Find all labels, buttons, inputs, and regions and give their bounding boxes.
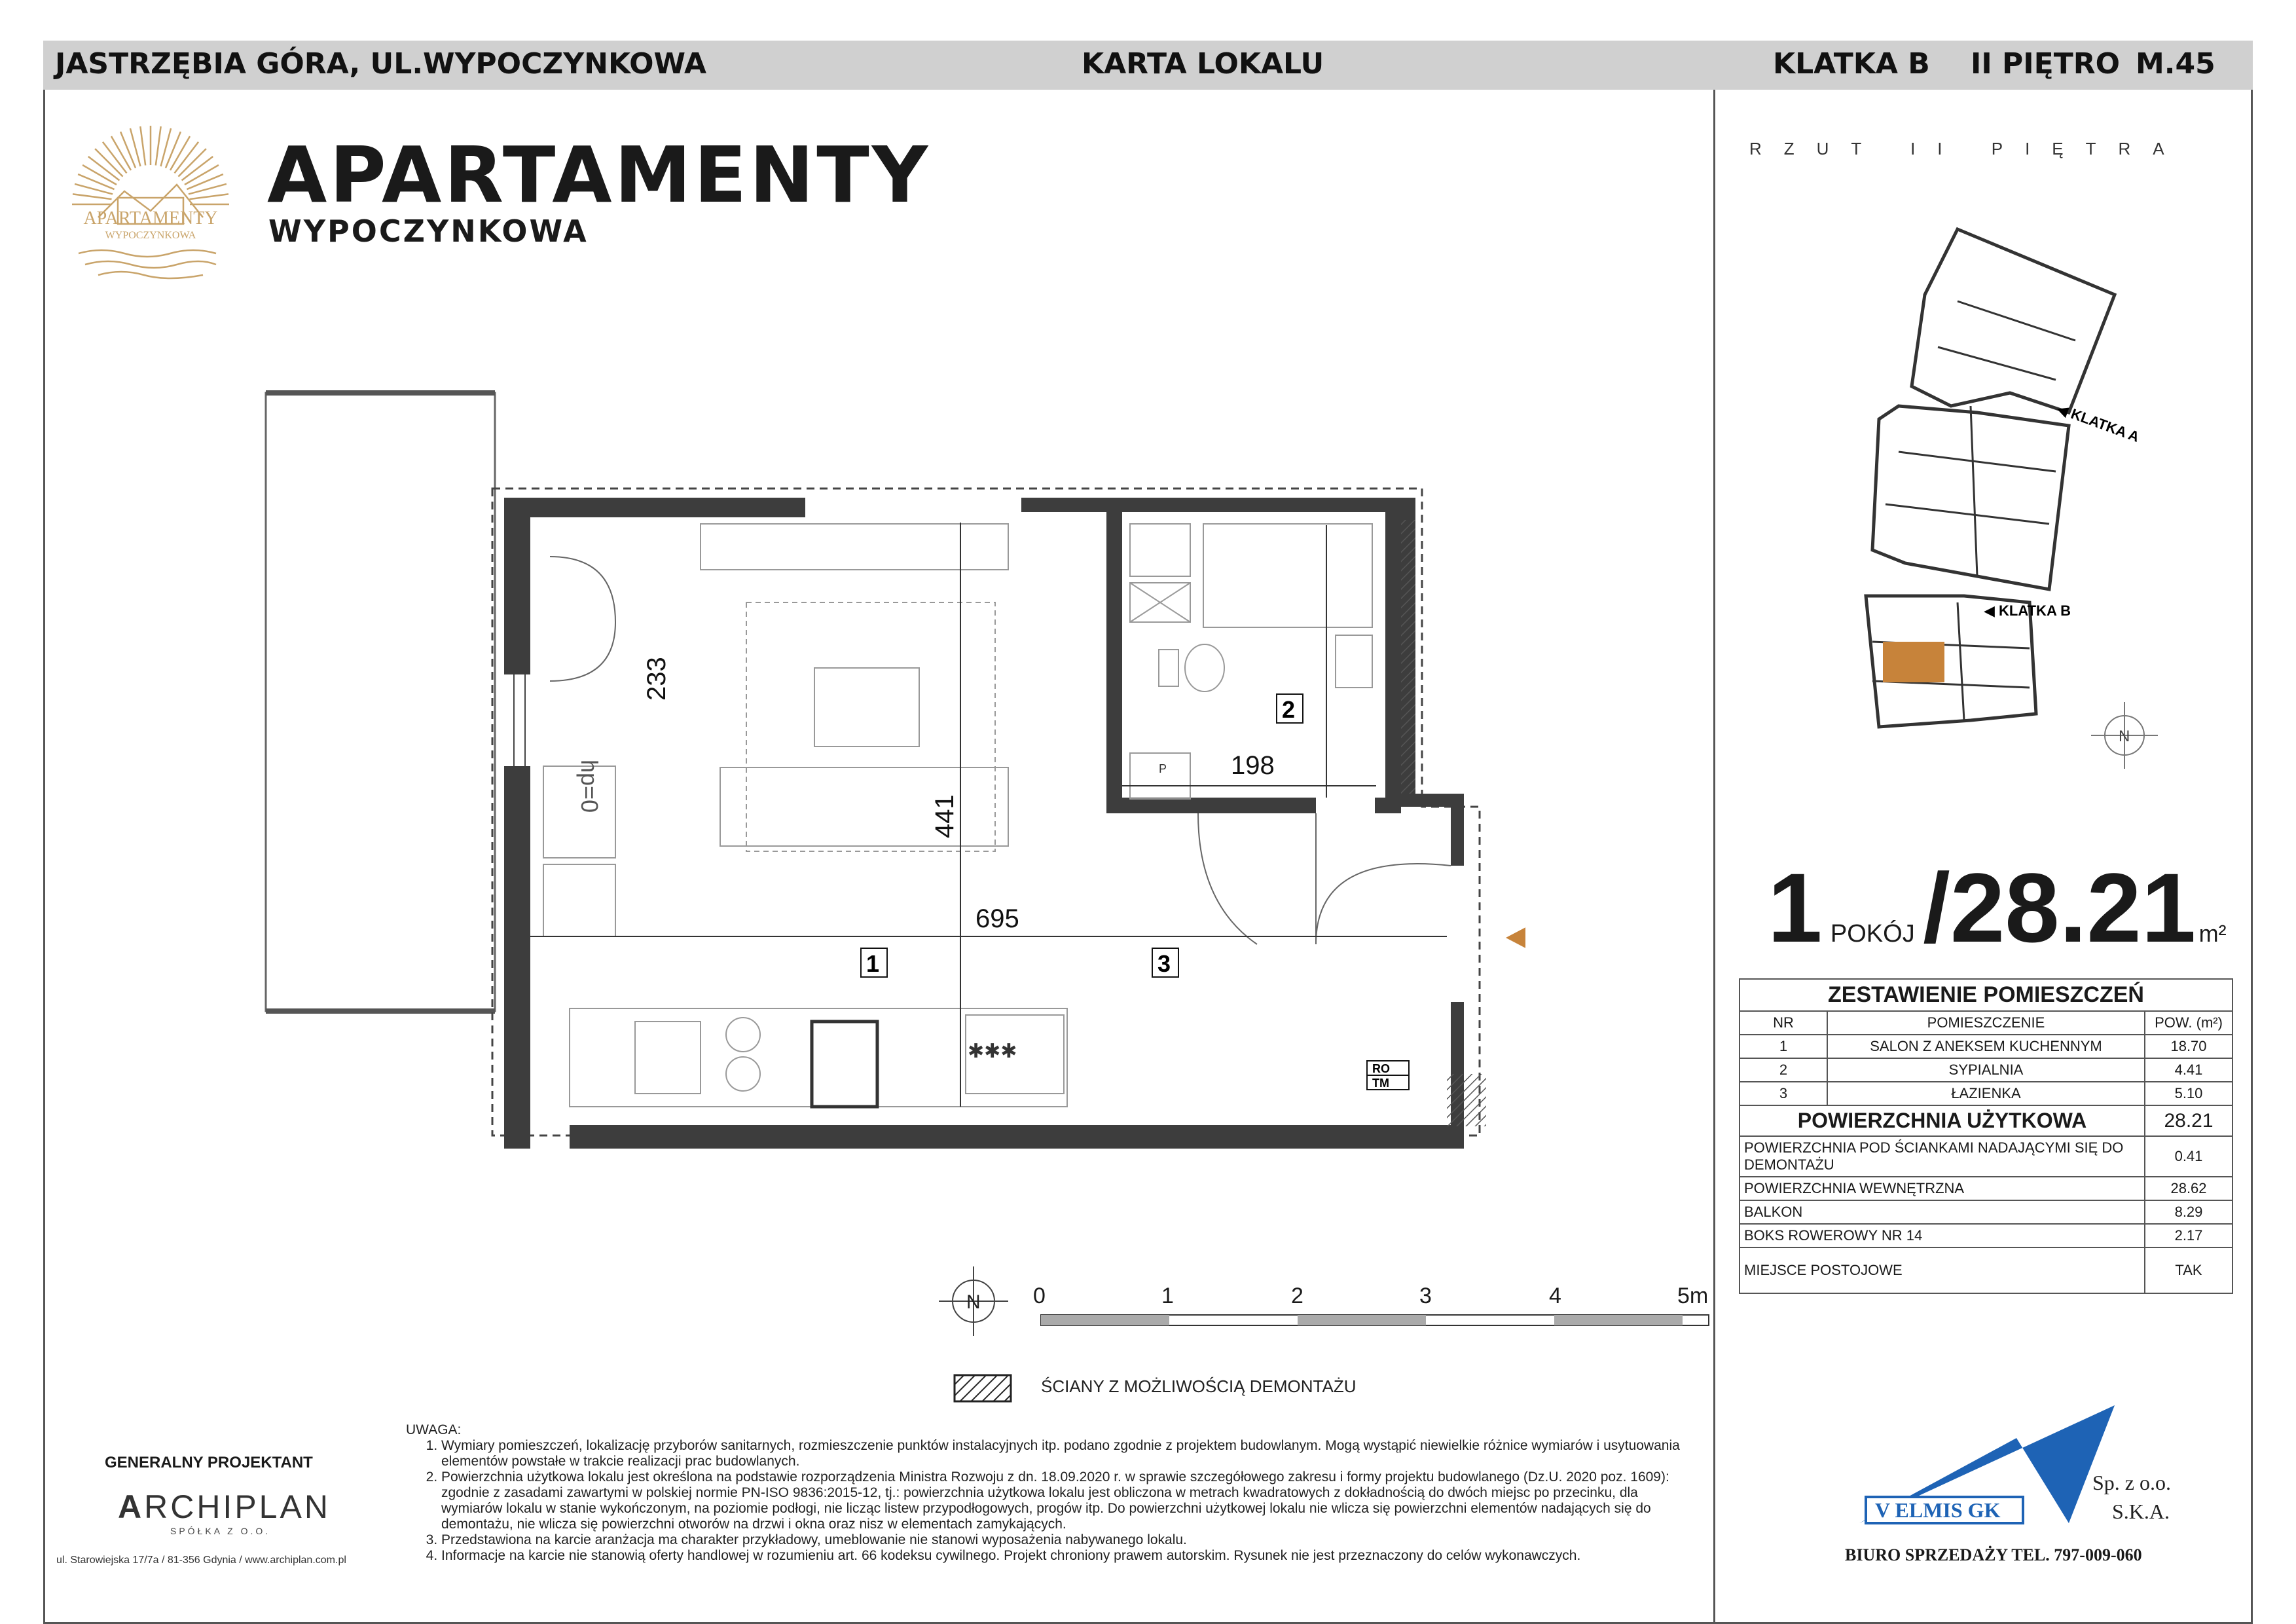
scale-tick-1: 1 bbox=[1161, 1283, 1174, 1308]
room-area: 5.10 bbox=[2145, 1082, 2232, 1105]
summary-title: ZESTAWIENIE POMIESZCZEŃ bbox=[1740, 979, 2232, 1011]
scale-tick-0: 0 bbox=[1033, 1283, 1046, 1308]
rooms-count: 1 bbox=[1768, 853, 1823, 963]
col-nr-header: NR bbox=[1740, 1011, 1827, 1035]
scale-bar bbox=[1038, 1282, 1719, 1335]
table-row bbox=[1740, 1177, 2232, 1200]
brand-subtitle: WYPOCZYNKOWA bbox=[268, 213, 589, 249]
sales-phone: BIURO SPRZEDAŻY TEL. 797-009-060 bbox=[1845, 1545, 2142, 1564]
designer-logo bbox=[118, 1488, 331, 1526]
room-nr: 2 bbox=[1740, 1058, 1827, 1082]
scale-tick-3: 3 bbox=[1419, 1283, 1432, 1308]
extra-value: 0.41 bbox=[2145, 1136, 2232, 1177]
table-row bbox=[1740, 1136, 2232, 1177]
usable-area-value: 28.21 bbox=[2145, 1105, 2232, 1136]
col-area-header: POW. (m²) bbox=[2145, 1011, 2232, 1035]
panel-divider bbox=[1713, 90, 1715, 1624]
rooms-summary-table bbox=[1739, 978, 2233, 1294]
developer-suffix-2: S.K.A. bbox=[2112, 1500, 2170, 1523]
brand-logo bbox=[52, 119, 249, 289]
header-floor: II PIĘTRO bbox=[1971, 47, 2121, 81]
room-2-number: 2 bbox=[1282, 696, 1296, 723]
table-row bbox=[1740, 1035, 2232, 1058]
area-headline bbox=[1768, 851, 2227, 965]
logo-ray bbox=[140, 126, 145, 165]
rooms-label: POKÓJ bbox=[1830, 920, 1915, 948]
notes-section bbox=[406, 1422, 1683, 1564]
klatka-b-label: ◀ KLATKA B bbox=[1984, 602, 2071, 619]
designer-tagline: SPÓŁKA Z O.O. bbox=[170, 1526, 271, 1536]
north-compass-icon bbox=[938, 1265, 1010, 1337]
extra-value: 8.29 bbox=[2145, 1200, 2232, 1224]
klatka-a-label: ◀ KLATKA A bbox=[2054, 400, 2142, 445]
room-name: SYPIALNIA bbox=[1827, 1058, 2145, 1082]
dim-room-height: 441 bbox=[930, 794, 959, 838]
scale-tick-4: 4 bbox=[1549, 1283, 1561, 1308]
table-row bbox=[1740, 1058, 2232, 1082]
logo-ray bbox=[189, 194, 228, 199]
extra-label: POWIERZCHNIA POD ŚCIANKAMI NADAJĄCYMI SIĘ DO DEMONTAŻU bbox=[1740, 1136, 2145, 1177]
dim-bath-width: 198 bbox=[1231, 751, 1275, 780]
brand-title: APARTAMENTY bbox=[267, 130, 931, 220]
dim-bath-height: 233 bbox=[642, 657, 671, 701]
overview-compass-icon bbox=[2088, 699, 2160, 771]
developer-name: V ELMIS GK bbox=[1875, 1498, 2001, 1522]
table-row bbox=[1740, 1224, 2232, 1247]
extra-value: 2.17 bbox=[2145, 1224, 2232, 1247]
note-item: 1. Wymiary pomieszczeń, lokalizację przyborów sanitarnych, rozmieszczenie punktów instalacyjnych itp. podano zgodnie z projektem budowlanym. Mogą wystąpić niewielkie różnice wymiarów i usytuowania elementów powstałe w trakcie realizacji prac budowlanych. bbox=[441, 1438, 1683, 1469]
area-total: /28.21 bbox=[1923, 853, 2196, 963]
usable-area-label: POWIERZCHNIA UŻYTKOWA bbox=[1740, 1105, 2145, 1136]
table-row bbox=[1740, 1200, 2232, 1224]
ro-label: RO bbox=[1372, 1062, 1390, 1075]
extra-label: POWIERZCHNIA WEWNĘTRZNA bbox=[1740, 1177, 2145, 1200]
overview-plan bbox=[1859, 223, 2147, 766]
room-3-number: 3 bbox=[1157, 950, 1171, 977]
note-item: 4. Informacje na karcie nie stanowią oferty handlowej w rozumieniu art. 66 kodeksu cywilnego. Projekt chroniony prawem autorskim. Rysunek nie jest przeznaczony do celów wykonawczych. bbox=[441, 1548, 1683, 1564]
developer-logo bbox=[1853, 1399, 2128, 1530]
room-1-number: 1 bbox=[866, 950, 880, 977]
kitchen-stars: ✱✱✱ bbox=[968, 1041, 1017, 1062]
header-unit: M.45 bbox=[2136, 47, 2215, 81]
hatch-legend-icon bbox=[953, 1374, 1012, 1403]
designer-label: GENERALNY PROJEKTANT bbox=[105, 1454, 313, 1471]
note-item: 3. Przedstawiona na karcie aranżacja ma charakter przykładowy, umeblowanie nie stanowi wyposażenia nabywanego lokalu. bbox=[441, 1532, 1683, 1548]
col-room-header: POMIESZCZENIE bbox=[1827, 1011, 2145, 1035]
extra-value: 28.62 bbox=[2145, 1177, 2232, 1200]
room-nr: 1 bbox=[1740, 1035, 1827, 1058]
hp-label: hp=0 bbox=[576, 760, 603, 813]
overview-title: RZUT II PIĘTRA bbox=[1749, 139, 2187, 158]
table-row bbox=[1740, 1247, 2232, 1293]
logo-text: APARTAMENTY bbox=[83, 208, 218, 229]
developer-suffix-1: Sp. z o.o. bbox=[2092, 1471, 2171, 1494]
svg-text:N: N bbox=[2119, 728, 2130, 745]
room-nr: 3 bbox=[1740, 1082, 1827, 1105]
toilet-p-label: P bbox=[1159, 762, 1167, 775]
extra-label: BALKON bbox=[1740, 1200, 2145, 1224]
entry-arrow-icon bbox=[1506, 909, 1525, 967]
unit-outline bbox=[492, 489, 1480, 1135]
area-unit: m² bbox=[2198, 920, 2227, 947]
room-name: ŁAZIENKA bbox=[1827, 1082, 2145, 1105]
floor-plan bbox=[249, 380, 1525, 1166]
scale-tick-5: 5m bbox=[1677, 1283, 1709, 1308]
header-card-title: KARTA LOKALU bbox=[1082, 47, 1324, 81]
table-row bbox=[1740, 1082, 2232, 1105]
extra-value: TAK bbox=[2145, 1247, 2232, 1293]
balcony bbox=[266, 393, 495, 1011]
svg-text:N: N bbox=[966, 1291, 981, 1313]
header-location: JASTRZĘBIA GÓRA, UL.WYPOCZYNKOWA bbox=[55, 47, 707, 81]
room-name: SALON Z ANEKSEM KUCHENNYM bbox=[1827, 1035, 2145, 1058]
logo-ray bbox=[73, 194, 111, 199]
extra-label: BOKS ROWEROWY NR 14 bbox=[1740, 1224, 2145, 1247]
header-stairwell: KLATKA B bbox=[1773, 47, 1930, 81]
unit-highlight bbox=[1883, 642, 1944, 682]
notes-title: UWAGA: bbox=[406, 1422, 462, 1437]
extra-label: MIEJSCE POSTOJOWE bbox=[1740, 1247, 2145, 1293]
designer-logo-initial: A bbox=[118, 1488, 145, 1525]
logo-ray bbox=[156, 126, 161, 165]
designer-name: RCHIPLAN bbox=[144, 1488, 331, 1525]
scale-tick-2: 2 bbox=[1291, 1283, 1303, 1308]
dim-total-width: 695 bbox=[975, 904, 1019, 933]
tm-label: TM bbox=[1372, 1077, 1389, 1090]
designer-address: ul. Starowiejska 17/7a / 81-356 Gdynia / www.archiplan.com.pl bbox=[56, 1555, 346, 1566]
note-item: 2. Powierzchnia użytkowa lokalu jest określona na podstawie rozporządzenia Ministra Rozwoju z dn. 18.09.2020 r. w sprawie szczegółowego zakresu i formy projektu budowlanego (Dz.U. 2020 poz. 1609): zgodnie z zasadami zawartymi w polskiej normie PN-ISO 9836:2015-12, tj.: powierzchnia użytkowa lokalu jest obliczona w metrach kwadratowych z dokładnością do dwóch miejsc po przecinku, dla wymiarów lokalu w stanie wykończonym, na poziomie podłogi, nie licząc listew przypodłogowych, progów itp. Do powierzchni użytkowej lokalu nie wlicza się powierzchni elementów nadających się do demontażu, nie wlicza się powierzchni otworów na drzwi i okna oraz nisz w elementach zamykających. bbox=[441, 1469, 1683, 1532]
logo-subtext: WYPOCZYNKOWA bbox=[105, 230, 196, 241]
room-area: 18.70 bbox=[2145, 1035, 2232, 1058]
legend-demolition-text: ŚCIANY Z MOŻLIWOŚCIĄ DEMONTAŻU bbox=[1041, 1376, 1357, 1396]
room-area: 4.41 bbox=[2145, 1058, 2232, 1082]
